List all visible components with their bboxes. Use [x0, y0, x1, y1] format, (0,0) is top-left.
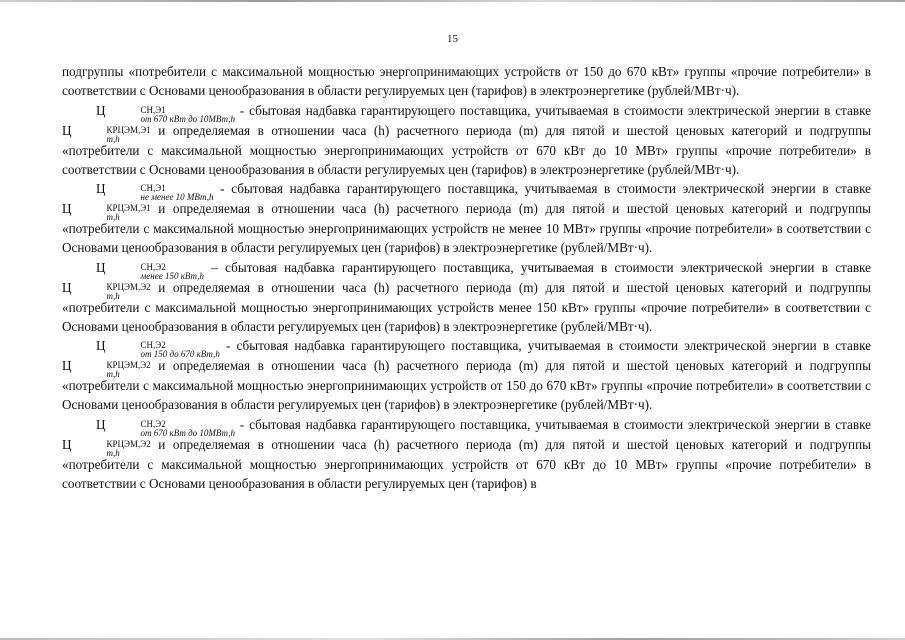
- scan-edge-top: [0, 0, 905, 2]
- markup-symbol: Ц СН,Э1 не менее 10 МВт,h: [96, 181, 214, 203]
- rate-symbol: Ц КРЦЭМ,Э1 m,h: [62, 122, 151, 144]
- markup-symbol: Ц СН,Э2 менее 150 кВт,h: [96, 259, 205, 281]
- paragraph-6: Ц СН,Э2 от 670 кВт до 10МВт,h - сбытовая надбавка гарантирующего поставщика, учитываемая в стоимости электрической энергии в ставке Ц КРЦЭМ,Э2 m,h и определяемая в отношении часа (h) расчетного периода (m) для пятой и шестой ценовых категорий и подгруппы «потребители с максимальной мощностью энергопринимающих устройств от 670 кВт до 10 МВт» группы «прочие потребители» в соответствии с Основами ценообразования в области регулируемых цен (тарифов) в: [62, 416, 871, 491]
- paragraph-2: Ц СН,Э1 от 670 кВт до 10МВт,h - сбытовая надбавка гарантирующего поставщика, учитываемая в стоимости электрической энергии в ставке Ц КРЦЭМ,Э1 m,h и определяемая в отношении часа (h) расчетного периода (m) для пятой и шестой ценовых категорий и подгруппы «потребители с максимальной мощностью энергопринимающих устройств от 670 кВт до 10 МВт» группы «прочие потребители» в соответствии с Основами ценообразования в области регулируемых цен (тарифов) в электроэнергетике (рублей/МВт·ч).: [62, 102, 871, 177]
- rate-symbol: Ц КРЦЭМ,Э2 m,h: [62, 358, 151, 380]
- markup-symbol: Ц СН,Э2 от 670 кВт до 10МВт,h: [96, 416, 235, 438]
- markup-symbol: Ц СН,Э1 от 670 кВт до 10МВт,h: [96, 102, 235, 124]
- paragraph-1: [62, 62, 871, 101]
- markup-symbol: Ц СН,Э2 от 150 до 670 кВт,h: [96, 338, 220, 360]
- rate-symbol: Ц КРЦЭМ,Э1 m,h: [62, 201, 151, 223]
- rate-symbol: Ц КРЦЭМ,Э2 m,h: [62, 279, 151, 301]
- paragraph-3: Ц СН,Э1 не менее 10 МВт,h - сбытовая надбавка гарантирующего поставщика, учитываемая в стоимости электрической энергии в ставке Ц КРЦЭМ,Э1 m,h и определяемая в отношении часа (h) расчетного периода (m) для пятой и шестой ценовых категорий и подгруппы «потребители с максимальной мощностью энергопринимающих устройств не менее 10 МВт» группы «прочие потребители» в соответствии с Основами ценообразования в области регулируемых цен (тарифов) в электроэнергетике (рублей/МВт·ч).: [62, 181, 871, 256]
- page-number: 15: [447, 33, 458, 45]
- paragraph-4: Ц СН,Э2 менее 150 кВт,h – сбытовая надбавка гарантирующего поставщика, учитываемая в стоимости электрической энергии в ставке Ц КРЦЭМ,Э2 m,h и определяемая в отношении часа (h) расчетного периода (m) для пятой и шестой ценовых категорий и подгруппы «потребители с максимальной мощностью энергопринимающих устройств менее 150 кВт» группы «прочие потребители» в соответствии с Основами ценообразования в области регулируемых цен (тарифов) в электроэнергетике (рублей/МВт·ч).: [62, 259, 871, 334]
- rate-symbol: Ц КРЦЭМ,Э2 m,h: [62, 436, 151, 458]
- paragraph-5: Ц СН,Э2 от 150 до 670 кВт,h - сбытовая надбавка гарантирующего поставщика, учитываемая в стоимости электрической энергии в ставке Ц КРЦЭМ,Э2 m,h и определяемая в отношении часа (h) расчетного периода (m) для пятой и шестой ценовых категорий и подгруппы «потребители с максимальной мощностью энергопринимающих устройств от 150 до 670 кВт» группы «прочие потребители» в соответствии с Основами ценообразования в области регулируемых цен (тарифов) в электроэнергетике (рублей/МВт·ч).: [62, 338, 871, 413]
- document-body: [62, 62, 871, 493]
- paragraph-text: подгруппы «потребители с максимальной мощностью энергопринимающих устройств от 150 до 670 кВт» группы «прочие потребители» в соответствии с Основами ценообразования в области регулируемых цен (тарифов) в электроэнергетике (рублей/МВт·ч).: [62, 64, 871, 99]
